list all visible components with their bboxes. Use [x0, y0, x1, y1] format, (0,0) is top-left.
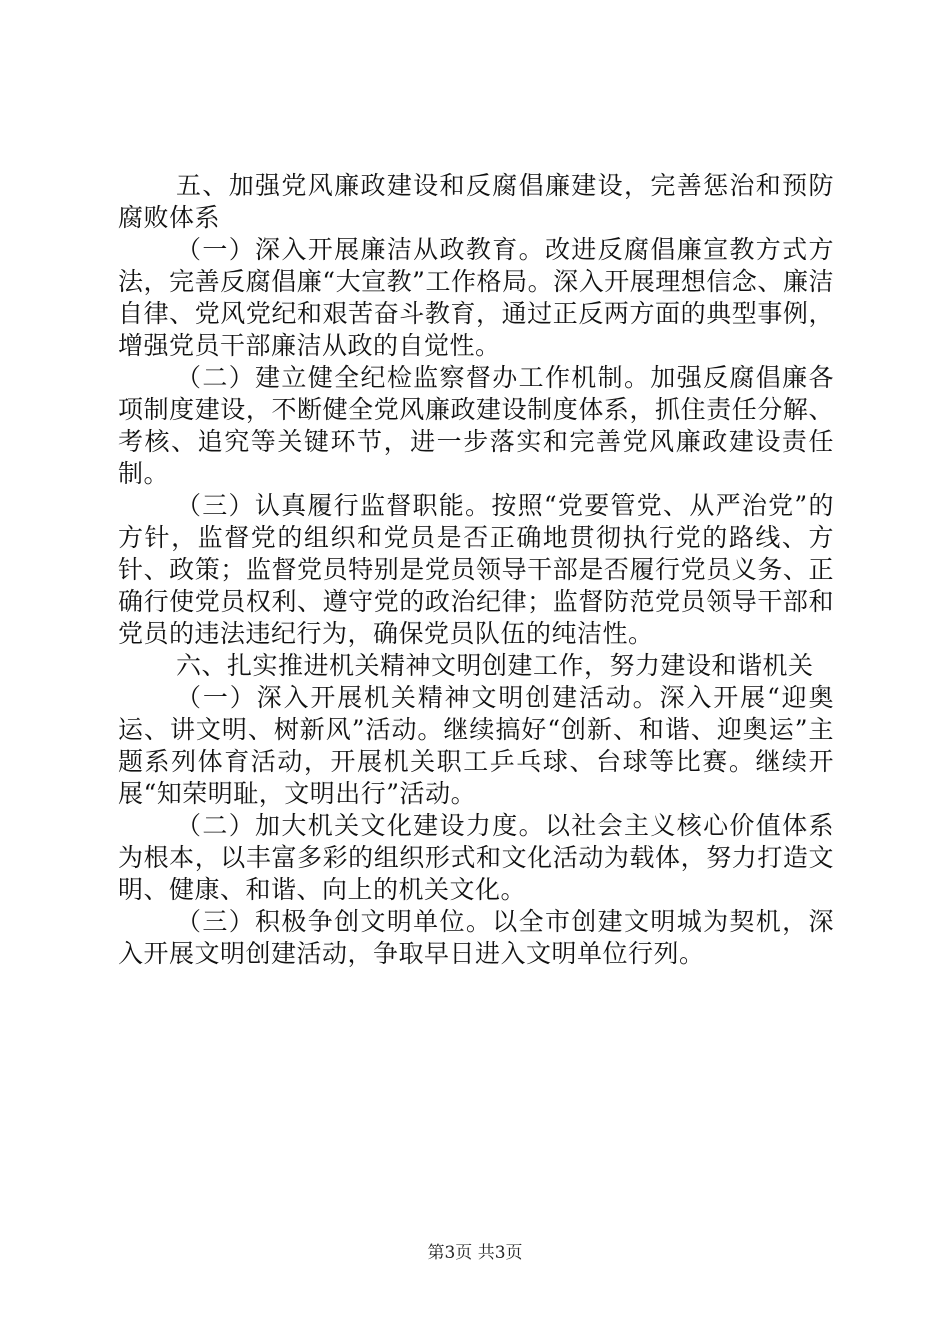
section-heading-six: 六、扎实推进机关精神文明创建工作，努力建设和谐机关	[176, 651, 814, 680]
paragraph-5-3: （三）认真履行监督职能。按照“党要管党、从严治党”的方针，监督党的组织和党员是否正确地贯彻执行党的路线、方针、政策；监督党员特别是党员领导干部是否履行党员义务、正确行使党员权利、遵守党的政治纪律；监督防范党员领导干部和党员的违法违纪行为，确保党员队伍的纯洁性。	[118, 491, 834, 648]
paragraph-6-2: （二）加大机关文化建设力度。以社会主义核心价值体系为根本，以丰富多彩的组织形式和文化活动为载体，努力打造文明、健康、和谐、向上的机关文化。	[118, 811, 834, 904]
paragraph-5-2: （二）建立健全纪检监察督办工作机制。加强反腐倡廉各项制度建设，不断健全党风廉政建设制度体系，抓住责任分解、考核、追究等关键环节，进一步落实和完善党风廉政建设责任制。	[118, 363, 834, 488]
paragraph-6-1: （一）深入开展机关精神文明创建活动。深入开展“迎奥运、讲文明、树新风”活动。继续搞好“创新、和谐、迎奥运”主题系列体育活动，开展机关职工乒乓球、台球等比赛。继续开展“知荣明耻，文明出行”活动。	[118, 683, 834, 808]
section-heading-five: 五、加强党风廉政建设和反腐倡廉建设，完善惩治和预防腐败体系	[118, 171, 834, 232]
document-body	[118, 170, 834, 970]
paragraph-5-1: （一）深入开展廉洁从政教育。改进反腐倡廉宣教方式方法，完善反腐倡廉“大宣教”工作格局。深入开展理想信念、廉洁自律、党风党纪和艰苦奋斗教育，通过正反两方面的典型事例，增强党员干部廉洁从政的自觉性。	[118, 235, 834, 360]
paragraph-6-3: （三）积极争创文明单位。以全市创建文明城为契机，深入开展文明创建活动，争取早日进入文明单位行列。	[118, 907, 834, 968]
page-number-footer: 第3页 共3页	[427, 1243, 523, 1263]
